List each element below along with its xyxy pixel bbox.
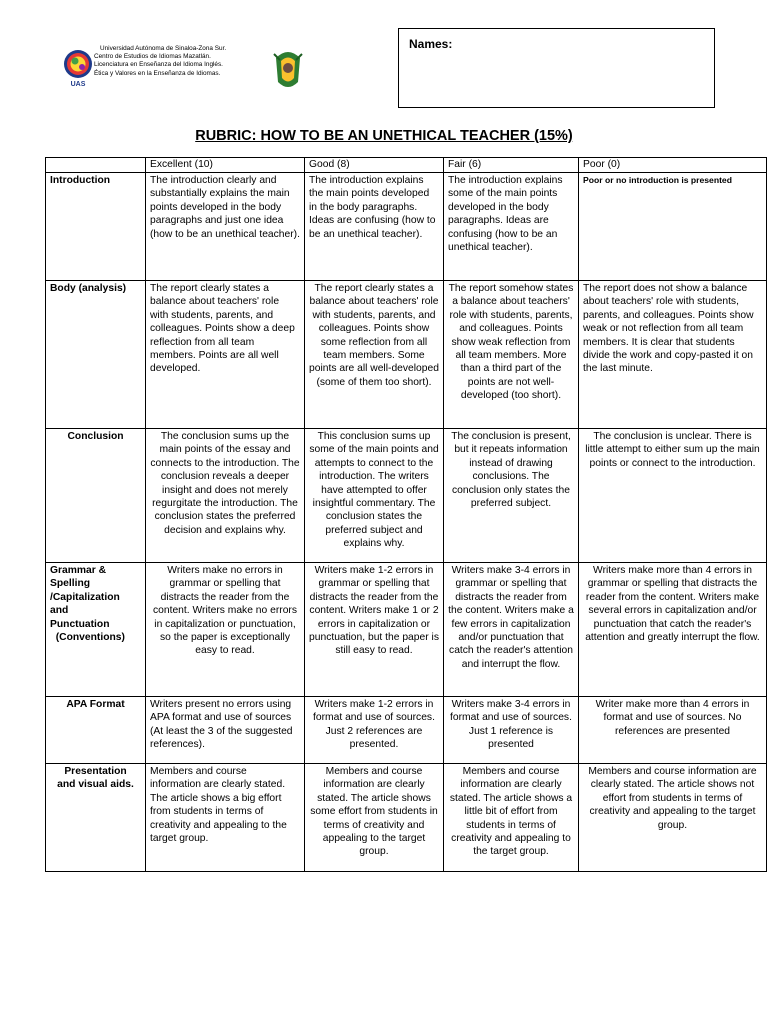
rubric-cell: Members and course information are clearly stated. The article shows a little bit of effort from students in terms of creativity and appealing to the target group.: [444, 764, 579, 872]
rubric-cell: The introduction clearly and substantially explains the main points developed in the body paragraphs and just one idea (how to be an unethical teacher).: [146, 173, 305, 281]
criterion-cell: Conclusion: [46, 429, 146, 563]
rubric-cell: The report clearly states a balance about teachers' role with students, parents, and colleagues. Points show a deep reflection from all team members. Points are all well developed.: [146, 281, 305, 429]
rubric-cell: The introduction explains some of the main points developed in the body paragraphs. Ideas are confusing (how to be an unethical teacher).: [444, 173, 579, 281]
criterion-line: and visual aids.: [57, 779, 134, 791]
table-row: [46, 697, 767, 764]
criterion-line: Punctuation: [50, 618, 110, 630]
header-cell: Poor (0): [579, 158, 767, 173]
institution-line: Licenciatura en Enseñanza del Idioma Inglés.: [94, 61, 223, 69]
rubric-cell: Members and course information are clearly stated. The article shows a big effort from students in terms of creativity and appealing to the target group.: [146, 764, 305, 872]
criterion-cell: [46, 764, 146, 872]
header-cell: Good (8): [305, 158, 444, 173]
document-header: [0, 0, 768, 120]
rubric-cell: Writers make 3-4 errors in format and use of sources. Just 1 reference is presented: [444, 697, 579, 764]
criterion-cell: APA Format: [46, 697, 146, 764]
rubric-cell: Writers make 1-2 errors in format and use of sources. Just 2 references are presented.: [305, 697, 444, 764]
rubric-cell: The report somehow states a balance about teachers' role with students, parents, and colleagues. Points show weak reflection from all team members. More than a third part of the points are not well-developed (too short).: [444, 281, 579, 429]
rubric-cell: The introduction explains the main points developed in the body paragraphs. Ideas are confusing (how to be an unethical teacher).: [305, 173, 444, 281]
criterion-line: (Conventions): [50, 632, 125, 644]
rubric-cell: Writers present no errors using APA format and use of sources (At least the 3 of the suggested references).: [146, 697, 305, 764]
table-row: [46, 563, 767, 697]
rubric-cell: The conclusion is present, but it repeats information instead of drawing conclusions. The conclusion only states the preferred subject.: [444, 429, 579, 563]
institution-text: [94, 45, 284, 78]
header-cell: [46, 158, 146, 173]
rubric-cell: Writers make 1-2 errors in grammar or spelling that distracts the reader from the content. Writers make 1 or 2 errors in capitalization or punctuation, but the paper is still easy to read.: [305, 563, 444, 697]
criterion-line: Spelling: [50, 578, 91, 590]
rubric-cell: Members and course information are clearly stated. The article shows some effort from students in terms of creativity and appealing to the target group.: [305, 764, 444, 872]
names-box[interactable]: [398, 28, 715, 108]
rubric-cell: Members and course information are clearly stated. The article shows not effort from students in terms of creativity and appealing to the target group.: [579, 764, 767, 872]
rubric-cell: The report clearly states a balance about teachers' role with students, parents, and colleagues. Points show some reflection from all team members. Some points are all well-developed (some of them too short).: [305, 281, 444, 429]
criterion-cell: Introduction: [46, 173, 146, 281]
svg-text:UAS: UAS: [70, 81, 86, 88]
criterion-line: Presentation: [64, 766, 127, 777]
criterion-line: Grammar &: [50, 565, 107, 576]
table-header-row: [46, 158, 767, 173]
rubric-cell: Writers make 3-4 errors in grammar or spelling that distracts the reader from the content. Writers make a few errors in capitalization and/or punctuation that catch the reader's attention and interrupt the flow.: [444, 563, 579, 697]
rubric-cell: Writer make more than 4 errors in format and use of sources. No references are presented: [579, 697, 767, 764]
uas-logo: [60, 48, 96, 92]
criterion-line: /Capitalization: [50, 591, 120, 603]
names-label: Names:: [409, 37, 453, 51]
rubric-table: [45, 157, 767, 872]
rubric-cell: The report does not show a balance about teachers' role with students, parents, and colleagues. Points show weak or not reflection from all team members. It is clear that students divide the work and copy-pasted it on the last minute.: [579, 281, 767, 429]
table-row: [46, 764, 767, 872]
criterion-line: and: [50, 605, 69, 617]
rubric-cell: Writers make no errors in grammar or spelling that distracts the reader from the content. Writers make no errors in capitalization or punctuation, so the paper is exceptionally easy to read.: [146, 563, 305, 697]
header-cell: Fair (6): [444, 158, 579, 173]
table-row: [46, 429, 767, 563]
criterion-cell: Body (analysis): [46, 281, 146, 429]
criterion-cell: [46, 563, 146, 697]
rubric-cell: Poor or no introduction is presented: [579, 173, 767, 281]
rubric-cell: Writers make more than 4 errors in grammar or spelling that distracts the reader from the content. Writers make several errors in capitalization and/or punctuation that catch the reader's attention and greatly interrupt the flow.: [579, 563, 767, 697]
rubric-cell: The conclusion is unclear. There is little attempt to either sum up the main points or connect to the introduction.: [579, 429, 767, 563]
institution-line: Universidad Autónoma de Sinaloa-Zona Sur.: [100, 45, 227, 52]
header-cell: Excellent (10): [146, 158, 305, 173]
crest-logo: [270, 44, 306, 94]
institution-line: Ética y Valores en la Enseñanza de Idiomas.: [94, 69, 221, 77]
page-title: RUBRIC: HOW TO BE AN UNETHICAL TEACHER (15%): [195, 128, 573, 144]
table-row: [46, 281, 767, 429]
rubric-cell: This conclusion sums up some of the main points and attempts to connect to the introduction. The writers have attempted to offer insightful commentary. The conclusion states the preferred subject and explains why.: [305, 429, 444, 563]
table-row: [46, 173, 767, 281]
institution-line: Centro de Estudios de Idiomas Mazatlán.: [94, 53, 211, 61]
rubric-cell: The conclusion sums up the main points of the essay and connects to the introduction. The conclusion reveals a deeper insight and does not merely regurgitate the introduction. The conclusion states the preferred decision and explains why.: [146, 429, 305, 563]
